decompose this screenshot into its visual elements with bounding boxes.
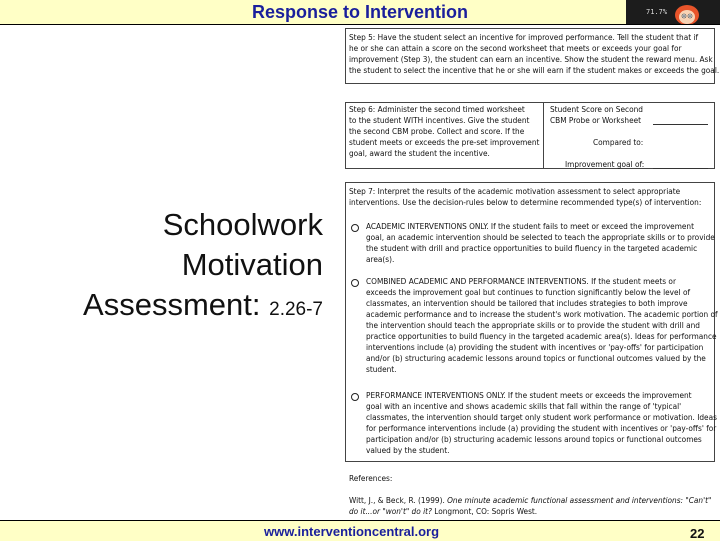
option2-line: COMBINED ACADEMIC AND PERFORMANCE INTERVENTIONS. If the student meets or bbox=[366, 276, 676, 286]
logo-text: 71.7% bbox=[646, 8, 668, 16]
step6-line: to the student WITH incentives. Give the student bbox=[349, 115, 530, 125]
side-title-line-1: Schoolwork bbox=[162, 207, 323, 242]
side-title bbox=[0, 205, 323, 330]
option2-line: academic performance and to increase the student's work motivation. The academic portion of bbox=[366, 309, 718, 319]
reference-title: One minute academic functional assessment and interventions: "Can't" bbox=[447, 495, 712, 505]
slide-title: Response to Intervention bbox=[251, 2, 469, 22]
reference-author: Witt, J., & Beck, R. (1999). bbox=[349, 495, 445, 505]
footer-url[interactable]: www.interventioncentral.org bbox=[264, 524, 440, 539]
step6-line: Step 6: Administer the second timed worksheet bbox=[349, 104, 525, 114]
option2-line: exceeds the improvement goal but continues to function significantly below the level of bbox=[366, 287, 691, 297]
score-blank bbox=[653, 124, 708, 125]
slide-footer bbox=[0, 520, 720, 541]
option3-line: classmates, the intervention should target only student work performance or motivation. Ideas bbox=[366, 412, 717, 422]
option1-line: area(s). bbox=[366, 254, 395, 264]
option2-line: the intervention should teach the appropriate skills or to provide the student with drill and bbox=[366, 320, 700, 330]
option3-line: goal with an incentive and shows academic skills that fall within the range of 'typical' bbox=[366, 401, 682, 411]
option3-line: PERFORMANCE INTERVENTIONS ONLY. If the student meets or exceeds the improvement bbox=[366, 390, 692, 400]
step5-line: he or she can attain a score on the second worksheet that meets or exceeds your goal for bbox=[349, 43, 682, 53]
score-label: Student Score on Second bbox=[550, 104, 643, 114]
option2-line: and/or (b) structuring academic lessons around topics or functional outcomes valued by the bbox=[366, 353, 706, 363]
step6-line: the second CBM probe. Collect and score. If the bbox=[349, 126, 525, 136]
option2-line: practice opportunities to build fluency in the targeted academic area(s). Ideas for performance bbox=[366, 331, 717, 341]
option2-line: classmates, an intervention should be tailored that includes strategies to both improve bbox=[366, 298, 688, 308]
side-title-line-3 bbox=[0, 285, 323, 330]
side-title-line-2: Motivation bbox=[181, 247, 323, 282]
option1-line: ACADEMIC INTERVENTIONS ONLY. If the student fails to meet or exceed the improvement bbox=[366, 221, 694, 231]
step7-intro-line: Step 7: Interpret the results of the academic motivation assessment to select appropriate bbox=[349, 186, 681, 196]
page-number: 22 bbox=[690, 526, 705, 541]
score-label: CBM Probe or Worksheet bbox=[550, 115, 642, 125]
option-checkbox bbox=[351, 393, 359, 401]
cartoon-face-icon bbox=[670, 2, 704, 24]
step5-line: Step 5: Have the student select an incentive for improved performance. Tell the student that if bbox=[349, 32, 699, 42]
option3-line: valued by the student. bbox=[366, 445, 450, 455]
reference-publisher: Longmont, CO: Sopris West. bbox=[434, 506, 538, 516]
step6-divider bbox=[543, 102, 544, 169]
option2-line: student. bbox=[366, 364, 397, 374]
improvement-goal-label: Improvement goal of: bbox=[565, 159, 645, 169]
option-checkbox bbox=[351, 279, 359, 287]
slide-header bbox=[0, 0, 720, 25]
worksheet-document bbox=[341, 24, 720, 520]
reference-title-cont: do it...or "won't" do it? bbox=[349, 506, 432, 516]
step5-line: improvement (Step 3), the student can earn an incentive. Show the student the reward menu. Ask bbox=[349, 54, 713, 64]
compared-to-label: Compared to: bbox=[593, 137, 644, 147]
side-title-code: 2.26-7 bbox=[269, 299, 323, 320]
option1-line: the student with drill and practice opportunities to build fluency in the targeted academic bbox=[366, 243, 698, 253]
step6-line: student meets or exceeds the pre-set improvement bbox=[349, 137, 540, 147]
logo bbox=[626, 0, 720, 24]
option3-line: for performance interventions include (a) providing the student with incentives or 'pay-offs' for bbox=[366, 423, 717, 433]
improvement-goal-blank bbox=[653, 168, 708, 169]
step7-intro-line: interventions. Use the decision-rules below to determine recommended type(s) of intervention: bbox=[349, 197, 702, 207]
reference-line-2 bbox=[349, 506, 537, 517]
option-checkbox bbox=[351, 224, 359, 232]
option3-line: participation and/or (b) structuring academic lessons around topics or functional outcomes bbox=[366, 434, 702, 444]
option1-line: goal, an academic intervention should be selected to teach the appropriate skills or to provide bbox=[366, 232, 715, 242]
side-title-main: Assessment: bbox=[83, 287, 261, 322]
references-heading: References: bbox=[349, 473, 393, 483]
option2-line: interventions include (a) providing the student with incentives or 'pay-offs' for participation bbox=[366, 342, 704, 352]
step5-line: the student to select the incentive that he or she will earn if the student makes or exceeds the goal. bbox=[349, 65, 720, 75]
step6-line: goal, award the student the incentive. bbox=[349, 148, 490, 158]
reference-line-1 bbox=[349, 495, 711, 506]
